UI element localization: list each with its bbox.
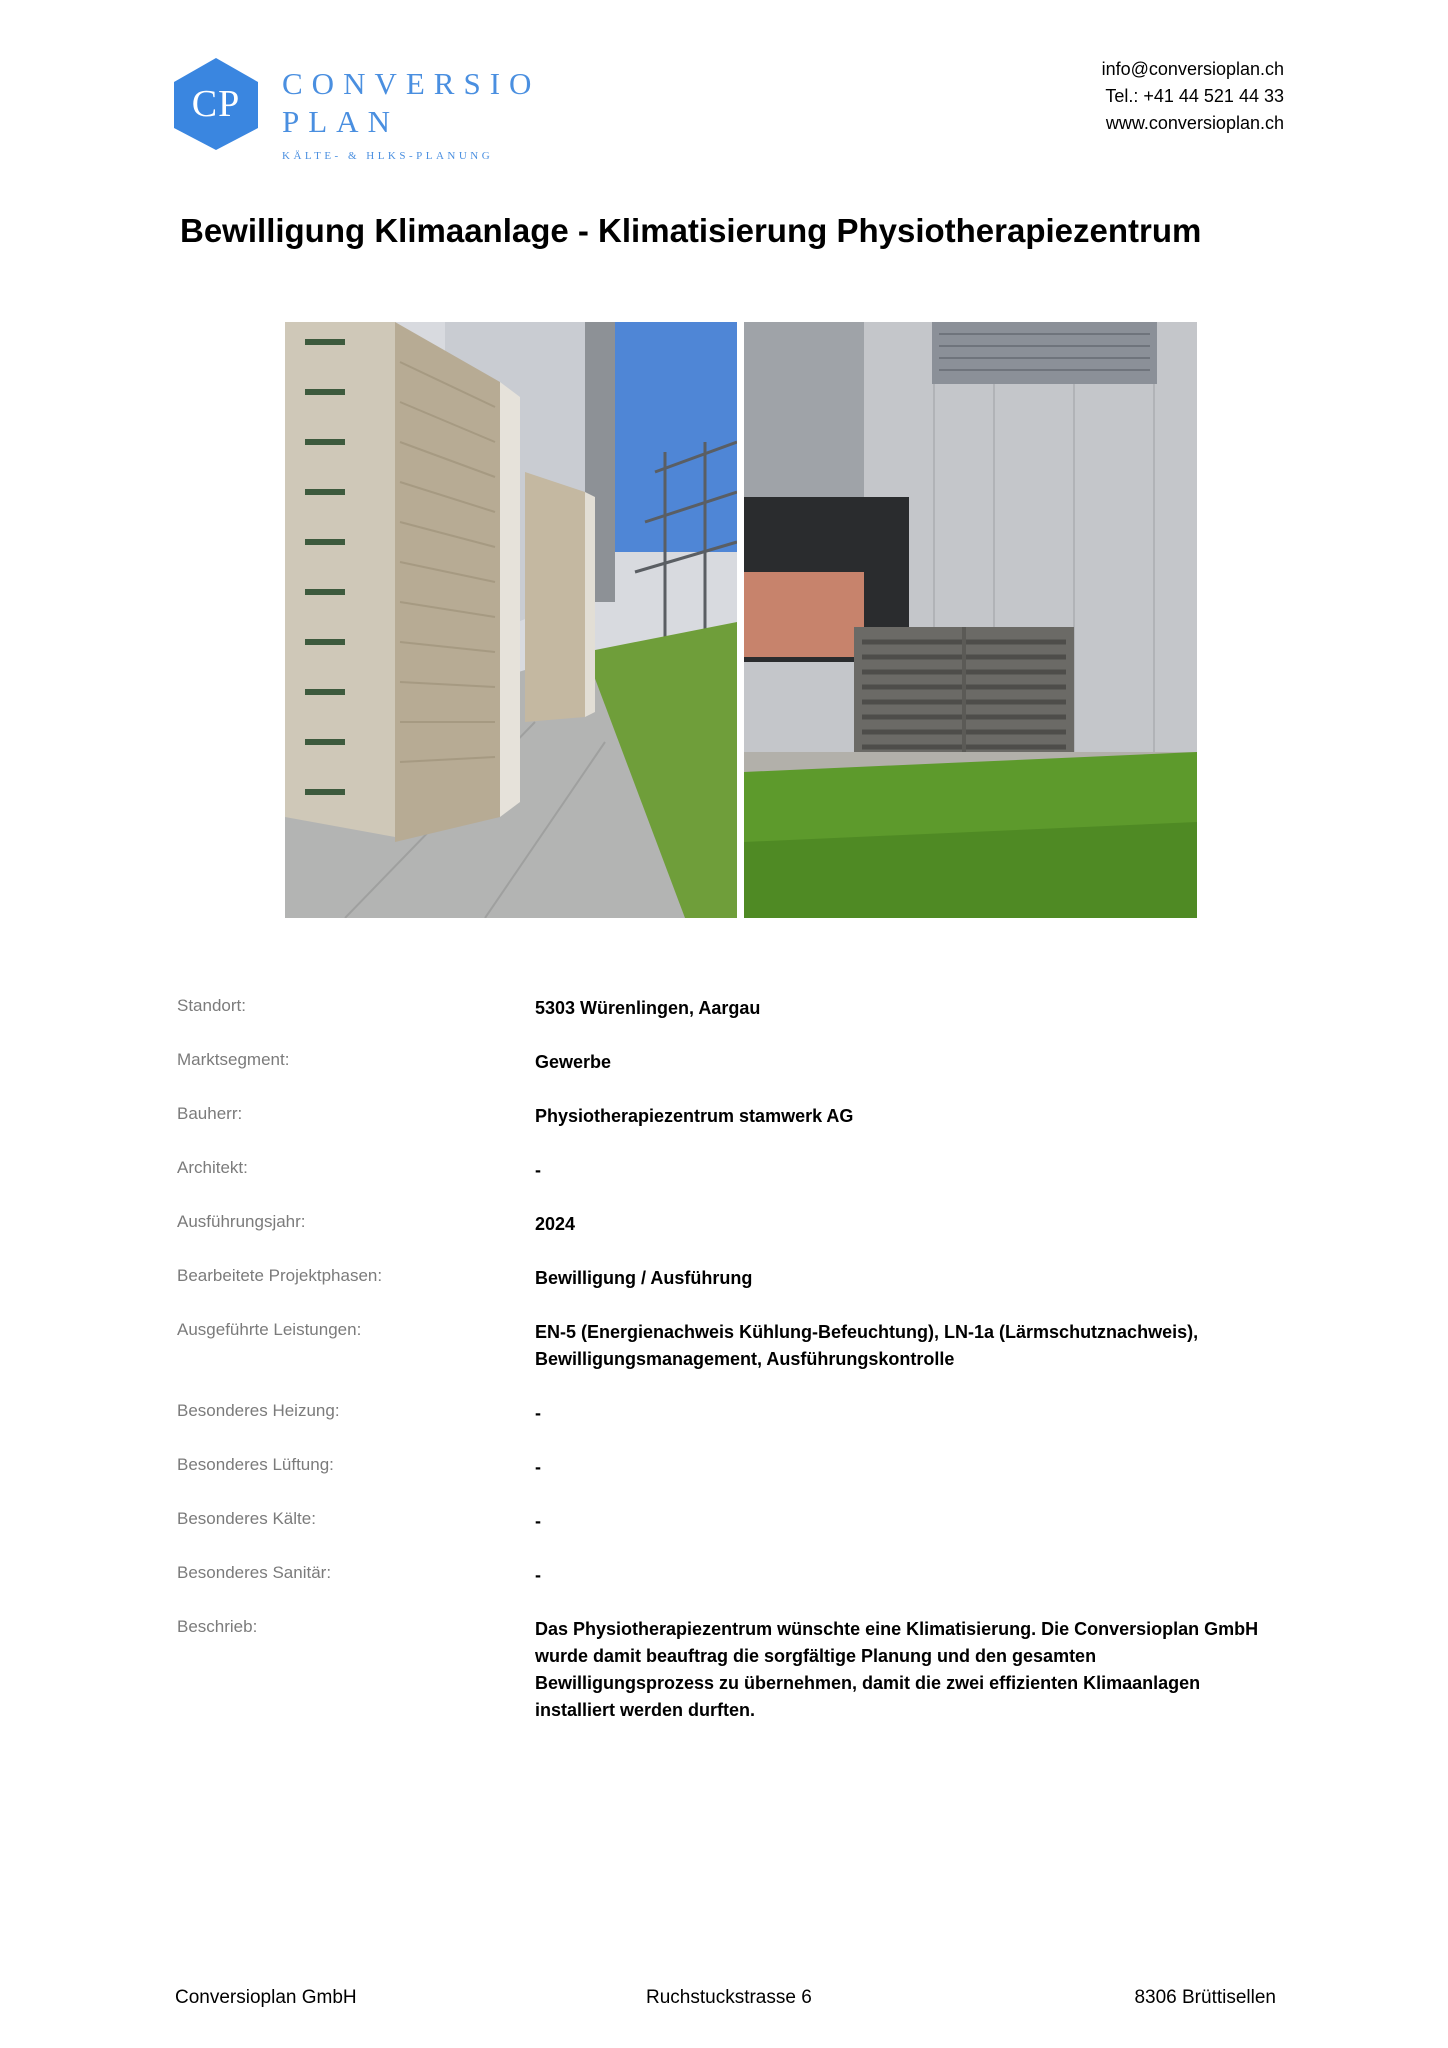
logo-tagline: KÄLTE- & HLKS-PLANUNG — [282, 150, 494, 162]
contact-phone: Tel.: +41 44 521 44 33 — [1105, 86, 1284, 106]
detail-value: Das Physiotherapiezentrum wünschte eine Klimatisierung. Die Conversioplan GmbH wurde damit beauftrag die sorgfältige Planung und den gesamten Bewilligungsprozess zu übernehmen, damit die zwei effizienten Klimaanlagen installiert werden durften. — [535, 1619, 1259, 1720]
detail-label: Bearbeitete Projektphasen: — [177, 1266, 383, 1285]
detail-value: 5303 Würenlingen, Aargau — [535, 998, 761, 1018]
detail-value: - — [535, 1457, 541, 1477]
photo-outdoor-units-on-path — [285, 322, 737, 918]
detail-label: Besonderes Sanitär: — [177, 1563, 332, 1582]
detail-value: Bewilligung / Ausführung — [535, 1268, 753, 1288]
photo-ac-units-with-enclosure — [744, 322, 1197, 918]
detail-value: - — [535, 1160, 541, 1180]
detail-label: Marktsegment: — [177, 1050, 290, 1069]
detail-value: Physiotherapiezentrum stamwerk AG — [535, 1106, 854, 1126]
contact-email-link[interactable]: info@conversioplan.ch — [1101, 59, 1284, 79]
project-photos — [285, 322, 1197, 918]
detail-label: Ausgeführte Leistungen: — [177, 1320, 362, 1339]
logo-name-line2: PLAN — [282, 104, 399, 139]
footer-street: Ruchstuckstrasse 6 — [646, 1987, 812, 2008]
detail-label: Ausführungsjahr: — [177, 1212, 306, 1231]
detail-label: Besonderes Heizung: — [177, 1401, 340, 1420]
footer-company: Conversioplan GmbH — [175, 1987, 357, 2008]
detail-label: Standort: — [177, 996, 246, 1015]
detail-label: Bauherr: — [177, 1104, 243, 1123]
detail-value: - — [535, 1565, 541, 1585]
page-title: Bewilligung Klimaanlage - Klimatisierung Physiotherapiezentrum — [180, 212, 1202, 249]
detail-value: EN-5 (Energienachweis Kühlung-Befeuchtung), LN-1a (Lärmschutznachweis), Bewilligungsmanagement, Ausführungskontrolle — [535, 1322, 1199, 1369]
detail-label: Architekt: — [177, 1158, 248, 1177]
contact-block — [1102, 56, 1284, 137]
detail-value: Gewerbe — [535, 1052, 612, 1072]
company-logo — [172, 56, 541, 174]
detail-value: 2024 — [535, 1214, 576, 1234]
contact-website-link[interactable]: www.conversioplan.ch — [1105, 113, 1284, 133]
logo-initials: CP — [191, 83, 241, 125]
logo-name-line1: CONVERSIO — [282, 66, 541, 101]
detail-label: Beschrieb: — [177, 1617, 258, 1636]
detail-label: Besonderes Lüftung: — [177, 1455, 334, 1474]
footer-city: 8306 Brüttisellen — [1134, 1987, 1276, 2008]
detail-value: - — [535, 1511, 541, 1531]
detail-label: Besonderes Kälte: — [177, 1509, 316, 1528]
detail-value: - — [535, 1403, 541, 1423]
